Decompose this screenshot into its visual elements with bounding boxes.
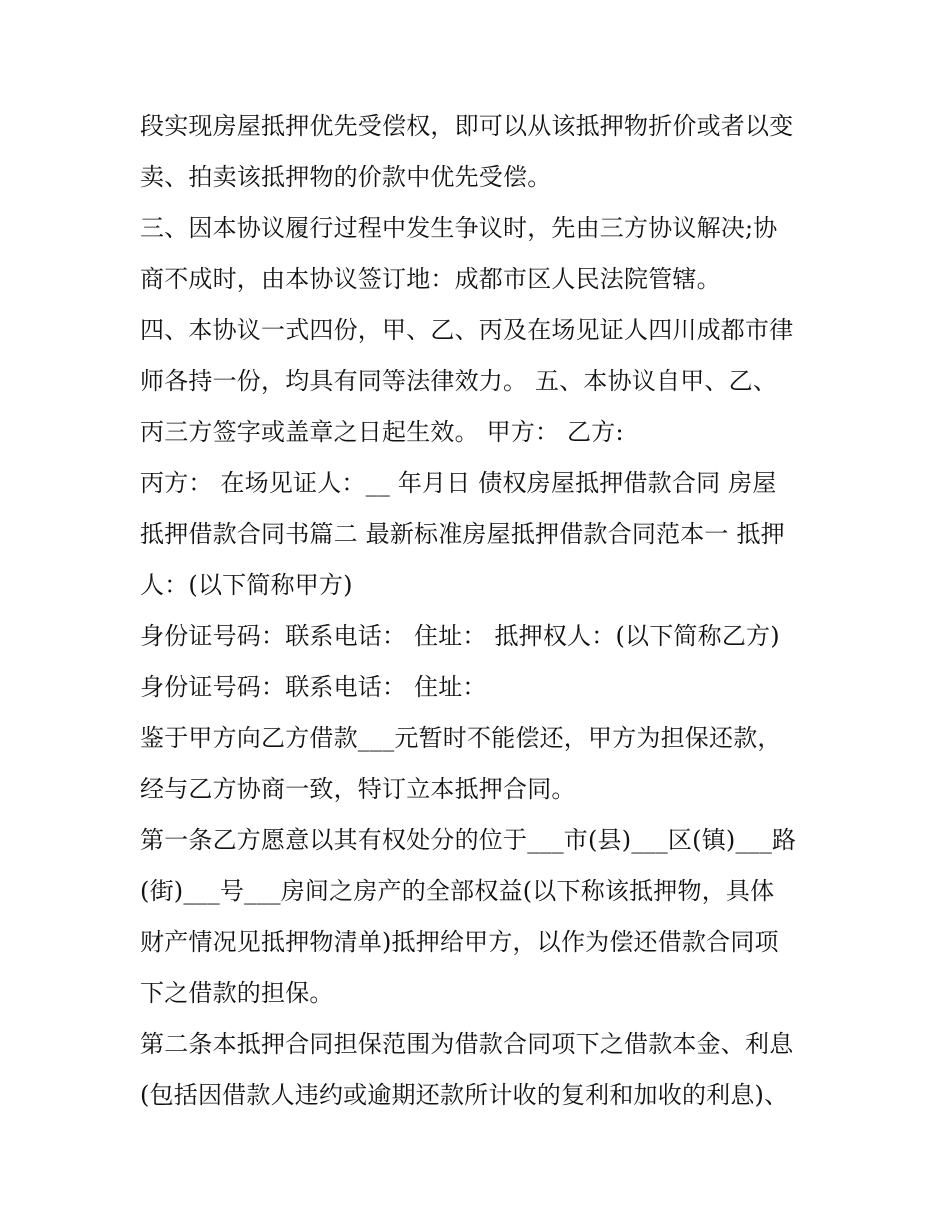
text-line: 卖、拍卖该抵押物的价款中优先受偿。 <box>140 163 552 191</box>
text-line: (包括因借款人违约或逾期还款所计收的复利和加收的利息)、 <box>140 1081 789 1109</box>
text-line: 三、因本协议履行过程中发生争议时，先由三方协议解决;协 <box>140 214 778 242</box>
text-line: 第二条本抵押合同担保范围为借款合同项下之借款本金、利息 <box>140 1030 794 1058</box>
text-line: (街)___号___房间之房产的全部权益(以下称该抵押物，具体 <box>140 877 775 905</box>
text-line: 师各持一份，均具有同等法律效力。 五、本协议自甲、乙、 <box>140 367 778 395</box>
text-line: 经与乙方协商一致，特订立本抵押合同。 <box>140 775 576 803</box>
text-line: 鉴于甲方向乙方借款___元暂时不能偿还，甲方为担保还款， <box>140 724 782 752</box>
text-line: 四、本协议一式四份，甲、乙、丙及在场见证人四川成都市律 <box>140 316 794 344</box>
text-line: 丙三方签字或盖章之日起生效。 甲方： 乙方: <box>140 418 624 446</box>
document-body <box>140 101 830 1121</box>
text-line: 段实现房屋抵押优先受偿权，即可以从该抵押物折价或者以变 <box>140 112 794 140</box>
text-line: 下之借款的担保。 <box>140 979 334 1007</box>
text-line: 第一条乙方愿意以其有权处分的位于___市(县)___区(镇)___路 <box>140 826 797 854</box>
text-line: 身份证号码：联系电话： 住址： 抵押权人：(以下简称乙方) <box>140 622 780 650</box>
text-line: 商不成时，由本协议签订地：成都市区人民法院管辖。 <box>140 265 721 293</box>
text-line: 丙方： 在场见证人：__ 年月日 债权房屋抵押借款合同 房屋 <box>140 469 777 497</box>
text-line: 财产情况见抵押物清单)抵押给甲方，以作为偿还借款合同项 <box>140 928 779 956</box>
text-line: 抵押借款合同书篇二 最新标准房屋抵押借款合同范本一 抵押 <box>140 520 785 548</box>
text-line: 身份证号码：联系电话： 住址： <box>140 673 487 701</box>
text-line: 人：(以下简称甲方) <box>140 571 353 599</box>
